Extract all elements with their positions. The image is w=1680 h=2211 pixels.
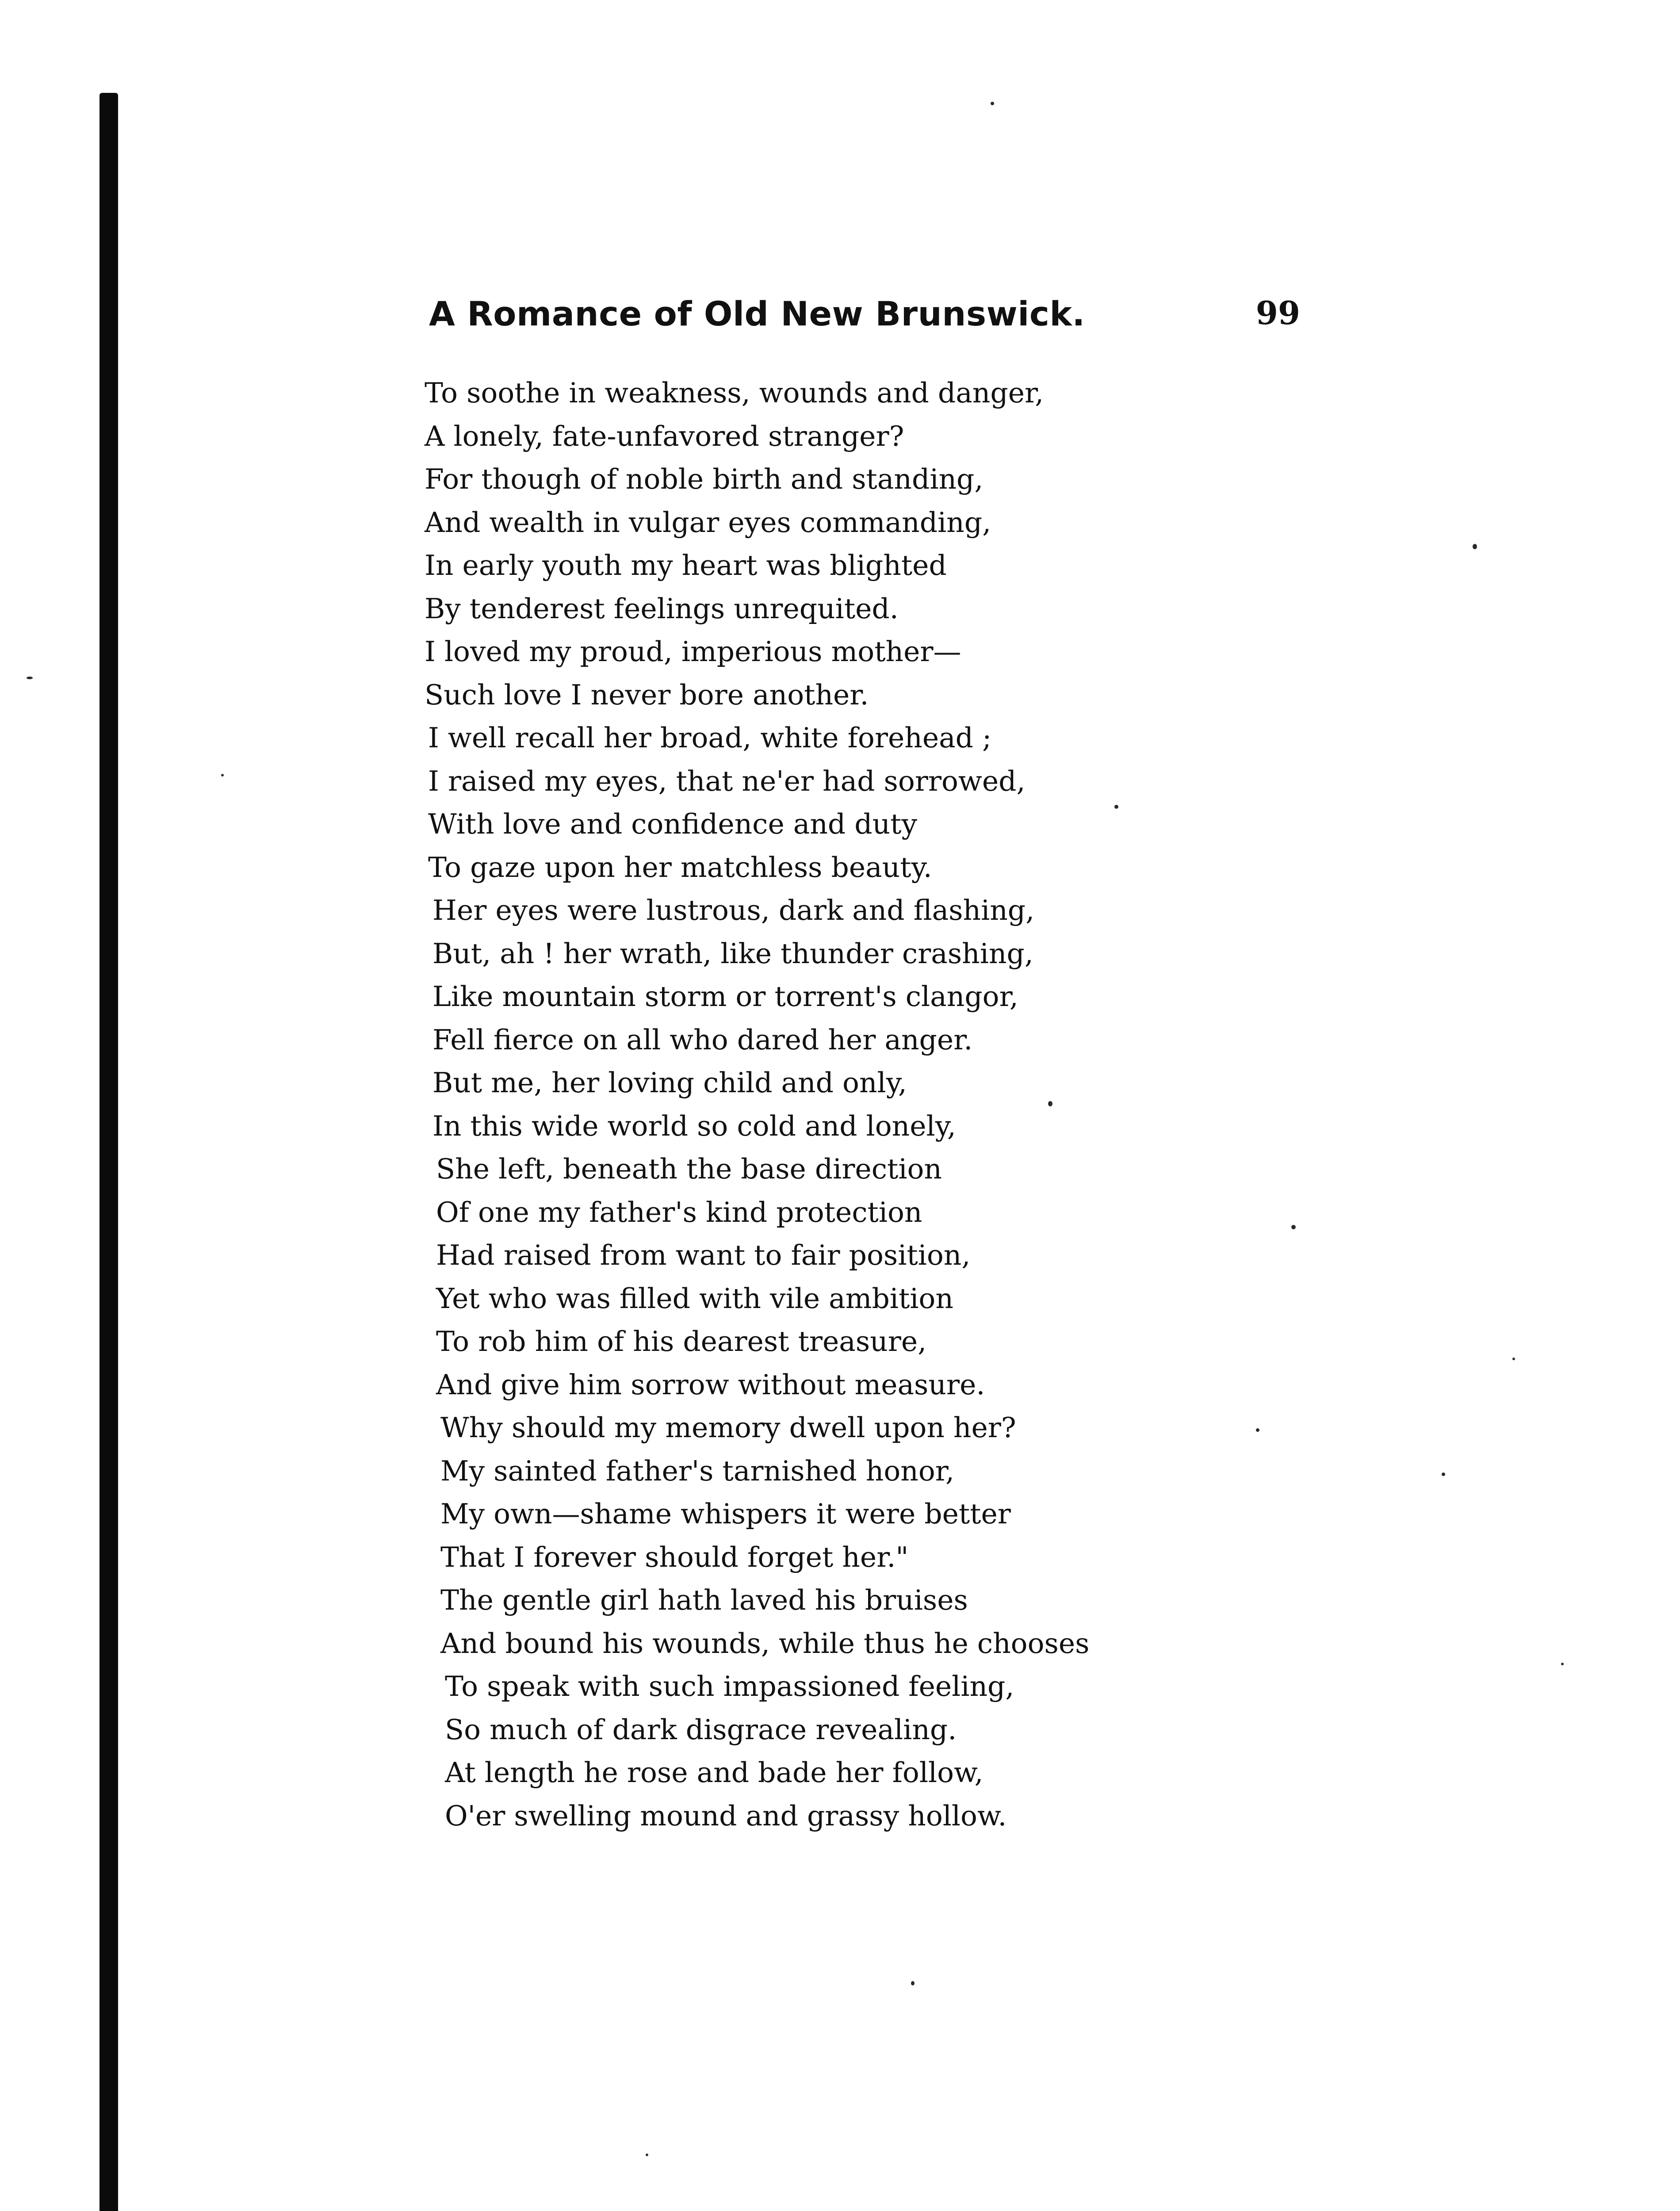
scan-speck xyxy=(1442,1473,1445,1476)
scan-speck xyxy=(1256,1428,1259,1432)
verse-line: To speak with such impassioned feeling, xyxy=(445,1670,1014,1702)
verse-line: Why should my memory dwell upon her? xyxy=(440,1412,1016,1444)
verse-line: In this wide world so cold and lonely, xyxy=(432,1109,956,1142)
binding-shadow xyxy=(99,93,118,2211)
scan-speck xyxy=(1512,1358,1515,1360)
verse-line: Had raised from want to fair position, xyxy=(436,1239,971,1271)
verse-line: For though of noble birth and standing, xyxy=(425,463,984,495)
scan-speck xyxy=(1561,1663,1564,1665)
page-header xyxy=(429,294,1300,343)
verse-line: Fell fierce on all who dared her anger. xyxy=(432,1023,973,1056)
poem-body xyxy=(425,371,1176,1844)
verse-line: And give him sorrow without measure. xyxy=(436,1368,985,1401)
verse-line: Like mountain storm or torrent's clangor, xyxy=(432,980,1018,1013)
verse-line: Her eyes were lustrous, dark and flashing, xyxy=(432,894,1035,926)
verse-line: In early youth my heart was blighted xyxy=(425,549,947,581)
verse-line: My own—shame whispers it were better xyxy=(440,1498,1011,1530)
scan-speck xyxy=(646,2154,648,2156)
verse-line: I raised my eyes, that ne'er had sorrowed, xyxy=(428,765,1026,797)
scan-speck xyxy=(1114,805,1118,809)
verse-line: To gaze upon her matchless beauty. xyxy=(428,851,932,884)
scan-speck xyxy=(1473,544,1477,549)
verse-line: My sainted father's tarnished honor, xyxy=(440,1454,955,1487)
scan-speck xyxy=(1291,1225,1296,1229)
verse-line: With love and confidence and duty xyxy=(428,808,918,840)
scan-speck xyxy=(27,677,33,679)
verse-line: O'er swelling mound and grassy hollow. xyxy=(445,1799,1007,1832)
verse-line: But, ah ! her wrath, like thunder crashing, xyxy=(432,937,1033,970)
verse-line: And wealth in vulgar eyes commanding, xyxy=(425,506,991,539)
verse-line: The gentle girl hath laved his bruises xyxy=(440,1584,968,1616)
page-number: 99 xyxy=(1255,294,1300,332)
verse-line: So much of dark disgrace revealing. xyxy=(445,1713,957,1746)
scan-speck xyxy=(991,102,994,105)
verse-line: A lonely, fate-unfavored stranger? xyxy=(425,420,904,452)
verse-line: That I forever should forget her." xyxy=(440,1541,909,1573)
verse-line: By tenderest feelings unrequited. xyxy=(425,592,899,625)
scan-speck xyxy=(221,774,224,777)
verse-line: To soothe in weakness, wounds and danger, xyxy=(425,377,1044,409)
verse-line: Of one my father's kind protection xyxy=(436,1196,922,1228)
running-title: A Romance of Old New Brunswick. xyxy=(429,294,1085,333)
scan-speck xyxy=(911,1981,915,1985)
verse-line: I well recall her broad, white forehead ; xyxy=(428,722,992,754)
verse-line: Yet who was filled with vile ambition xyxy=(436,1282,953,1315)
verse-line: At length he rose and bade her follow, xyxy=(445,1756,984,1789)
verse-line: Such love I never bore another. xyxy=(425,678,869,711)
verse-line: But me, her loving child and only, xyxy=(432,1067,907,1099)
scan-speck xyxy=(1048,1101,1052,1106)
verse-line: To rob him of his dearest treasure, xyxy=(436,1325,927,1358)
verse-line: I loved my proud, imperious mother— xyxy=(425,635,961,668)
verse-line: And bound his wounds, while thus he chooses xyxy=(440,1627,1090,1660)
verse-line: She left, beneath the base direction xyxy=(436,1153,942,1185)
